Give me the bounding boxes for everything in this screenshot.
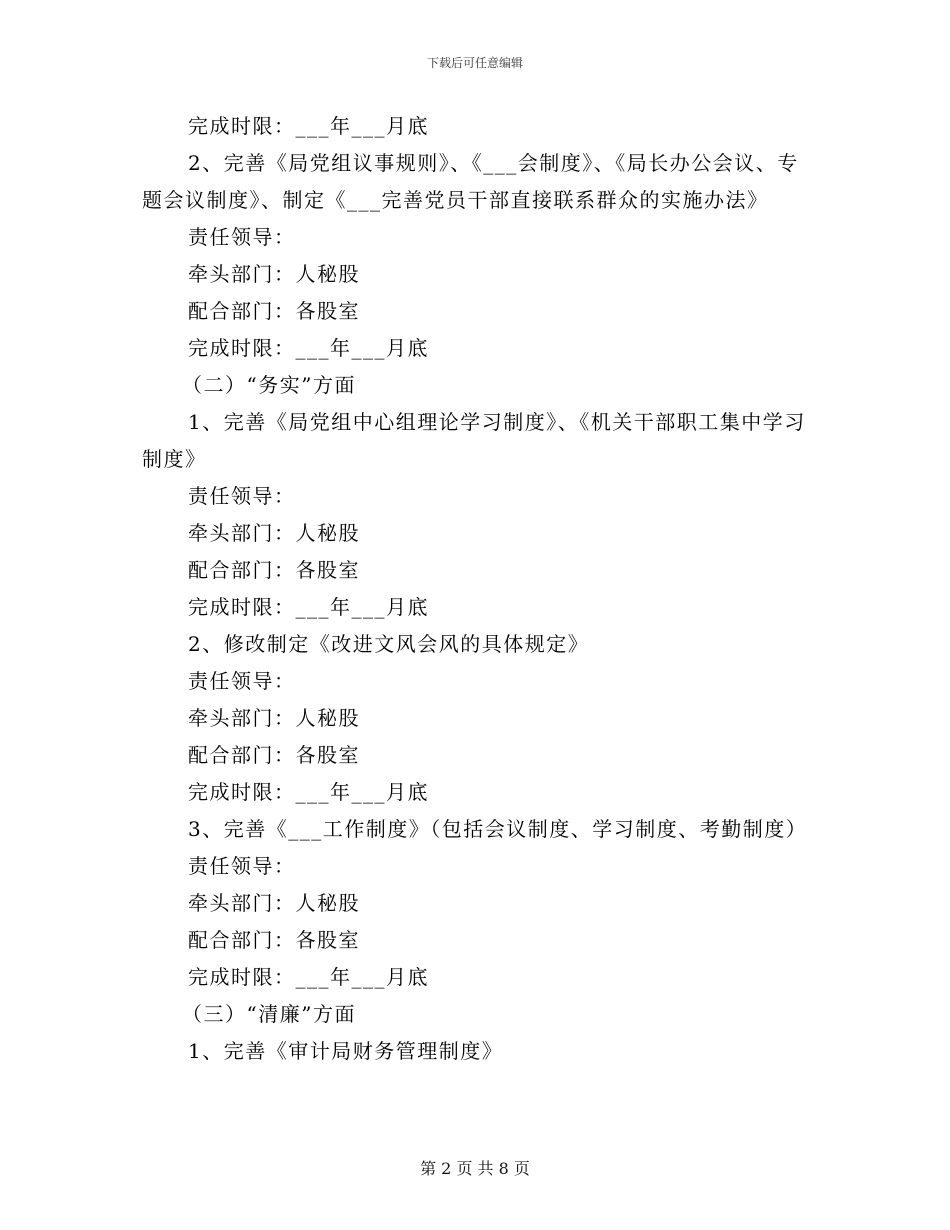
paragraph: 2、完善《局党组议事规则》、《___会制度》、《局长办公会议、专题会议制度》、制定《___完善党员干部直接联系群众的实施办法》 xyxy=(142,151,799,212)
paragraph: 责任领导： xyxy=(188,854,296,878)
page-header: 下载后可任意编辑 xyxy=(426,56,523,70)
paragraph: 完成时限：___年___月底 xyxy=(188,114,429,138)
paragraph: 3、完善《___工作制度》（包括会议制度、学习制度、考勤制度） xyxy=(188,817,808,841)
paragraph: 完成时限：___年___月底 xyxy=(188,595,429,619)
paragraph: 配合部门：各股室 xyxy=(188,299,360,323)
paragraph: 完成时限：___年___月底 xyxy=(188,336,429,360)
section-heading: （二）“务实”方面 xyxy=(182,373,356,397)
paragraph: 1、完善《局党组中心组理论学习制度》、《机关干部职工集中学习制度》 xyxy=(142,410,806,471)
paragraph: 配合部门：各股室 xyxy=(188,743,360,767)
section-heading: （三）“清廉”方面 xyxy=(182,1002,356,1026)
paragraph: 配合部门：各股室 xyxy=(188,928,360,952)
paragraph: 牵头部门：人秘股 xyxy=(188,891,360,915)
paragraph: 责任领导： xyxy=(188,669,296,693)
paragraph: 牵头部门：人秘股 xyxy=(188,706,360,730)
paragraph: 2、修改制定《改进文风会风的具体规定》 xyxy=(188,632,590,656)
paragraph: 牵头部门：人秘股 xyxy=(188,262,360,286)
paragraph: 责任领导： xyxy=(188,484,296,508)
page-footer: 第 2 页 共 8 页 xyxy=(420,1159,530,1178)
paragraph: 完成时限：___年___月底 xyxy=(188,965,429,989)
paragraph: 完成时限：___年___月底 xyxy=(188,780,429,804)
paragraph: 配合部门：各股室 xyxy=(188,558,360,582)
document-body xyxy=(142,108,810,1070)
paragraph: 牵头部门：人秘股 xyxy=(188,521,360,545)
paragraph: 1、完善《审计局财务管理制度》 xyxy=(188,1039,504,1063)
paragraph: 责任领导： xyxy=(188,225,296,249)
